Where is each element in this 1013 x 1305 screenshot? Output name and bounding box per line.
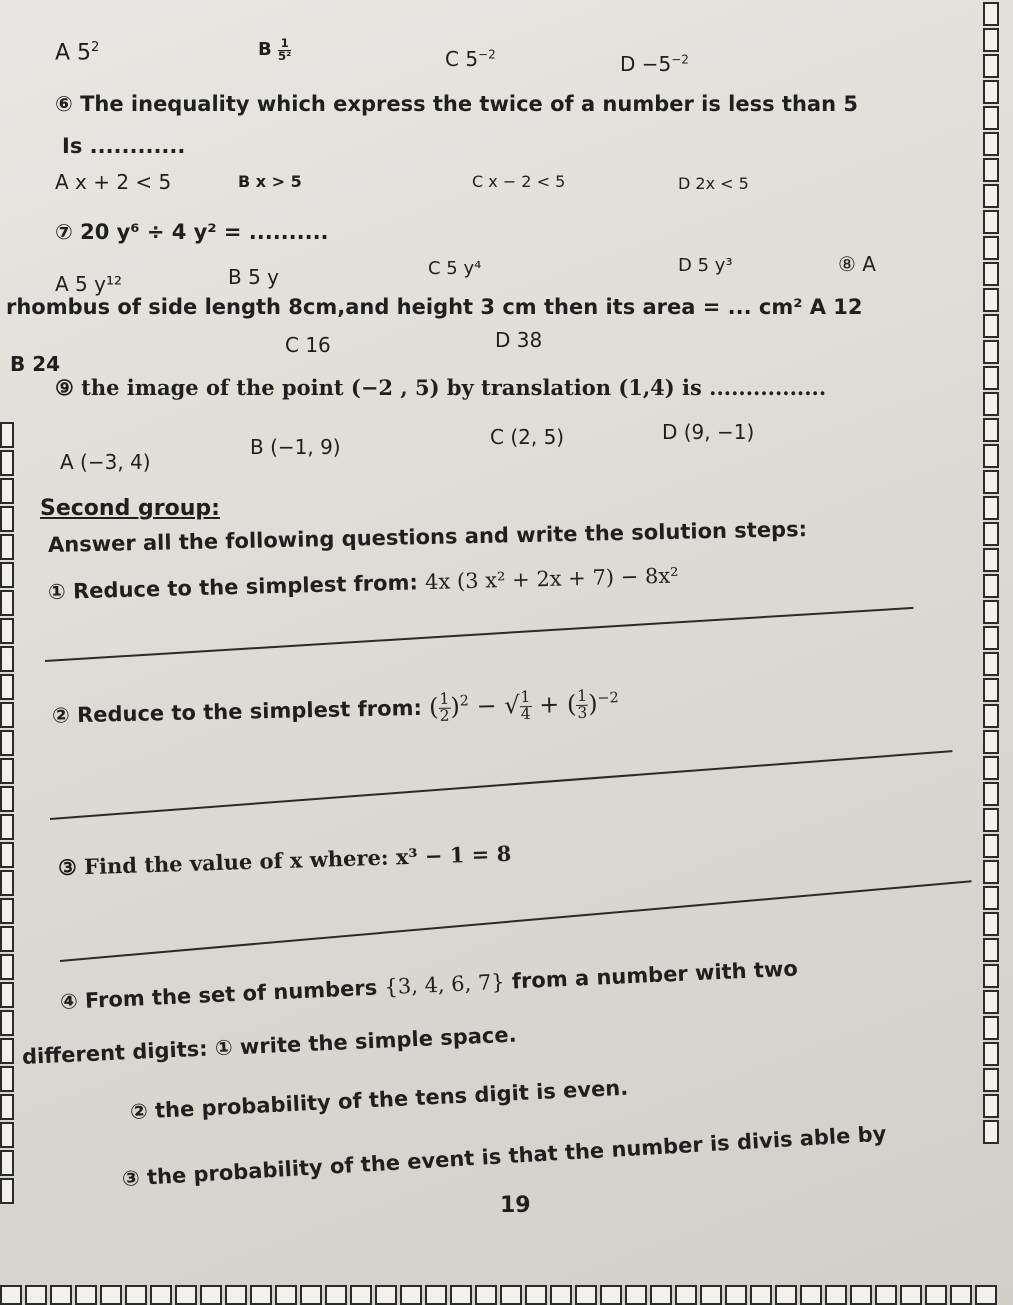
problem-2: ② Reduce to the simplest from: ( $\frac{1}{2}$ )$^2$ − √ $\frac{1}{4}$ + ( $\frac{1}{3}$ )$^{-2}$ xyxy=(51,686,619,728)
second-group-title: Second group: xyxy=(40,496,220,521)
q8-number: ⑧ A xyxy=(838,252,876,276)
q5-option-a: A $5^2$ xyxy=(55,40,100,66)
second-group-instruction: Answer all the following questions and write the solution steps: xyxy=(47,517,808,557)
q9-option-a: A (−3, 4) xyxy=(60,450,151,474)
q6-is-line: Is ............ xyxy=(62,134,186,158)
right-border-strip xyxy=(975,0,1003,1270)
q6-stem: ⑥ The inequality which express the twice of a number is less than 5 xyxy=(55,92,858,116)
answer-line-1 xyxy=(45,607,913,662)
q6-option-c: C x − 2 < 5 xyxy=(472,172,566,191)
q5-option-d: $D -5^{-2}$ xyxy=(620,52,689,76)
problem-4-line-2: different digits: ① write the simple space. xyxy=(21,1022,518,1069)
q6-option-d: D 2x < 5 xyxy=(678,174,749,193)
q9-option-d: D (9, −1) xyxy=(662,420,755,444)
q8-option-b: B 24 xyxy=(10,352,61,376)
q7-option-d: D 5 y³ xyxy=(678,255,733,276)
page-number: 19 xyxy=(500,1193,531,1218)
problem-4-line-3: ② the probability of the tens digit is even. xyxy=(129,1075,629,1124)
problem-4-line-1: ④ From the set of numbers {3, 4, 6, 7} from a number with two xyxy=(59,956,799,1014)
q9-option-c: C (2, 5) xyxy=(490,425,565,449)
q7-option-a: A 5 y¹² xyxy=(55,272,122,296)
bottom-border-strip xyxy=(0,1275,1013,1305)
q9-option-b: B (−1, 9) xyxy=(250,435,341,459)
problem-3: ③ Find the value of x where: x³ − 1 = 8 xyxy=(57,840,512,880)
q7-option-b: B 5 y xyxy=(228,265,279,289)
q6-option-b: B x > 5 xyxy=(238,172,302,191)
q8-stem: rhombus of side length 8cm,and height 3 cm then its area = ... cm² A 12 xyxy=(6,295,863,319)
problem-4-line-4: ③ the probability of the event is that the number is divis able by xyxy=(121,1121,887,1191)
q5-option-c: C $5^{-2}$ xyxy=(445,47,496,71)
q8-option-c: C 16 xyxy=(285,333,331,357)
q7-option-c: C 5 y⁴ xyxy=(428,258,482,279)
q7-stem: ⑦ 20 y⁶ ÷ 4 y² = .......... xyxy=(55,220,329,244)
q5-option-b: B $\frac{1}{\text{5²}}$ xyxy=(258,36,292,63)
problem-1: ① Reduce to the simplest from: 4x (3 x² + 2x + 7) − 8x² xyxy=(47,563,679,604)
q8-option-d: D 38 xyxy=(495,328,543,352)
answer-line-2 xyxy=(50,750,953,820)
q6-option-a: A x + 2 < 5 xyxy=(55,170,172,194)
q9-stem: ⑨ the image of the point (−2 , 5) by translation (1,4) is ................ xyxy=(55,375,827,400)
answer-line-3 xyxy=(60,880,972,962)
left-border-strip xyxy=(0,420,20,1280)
